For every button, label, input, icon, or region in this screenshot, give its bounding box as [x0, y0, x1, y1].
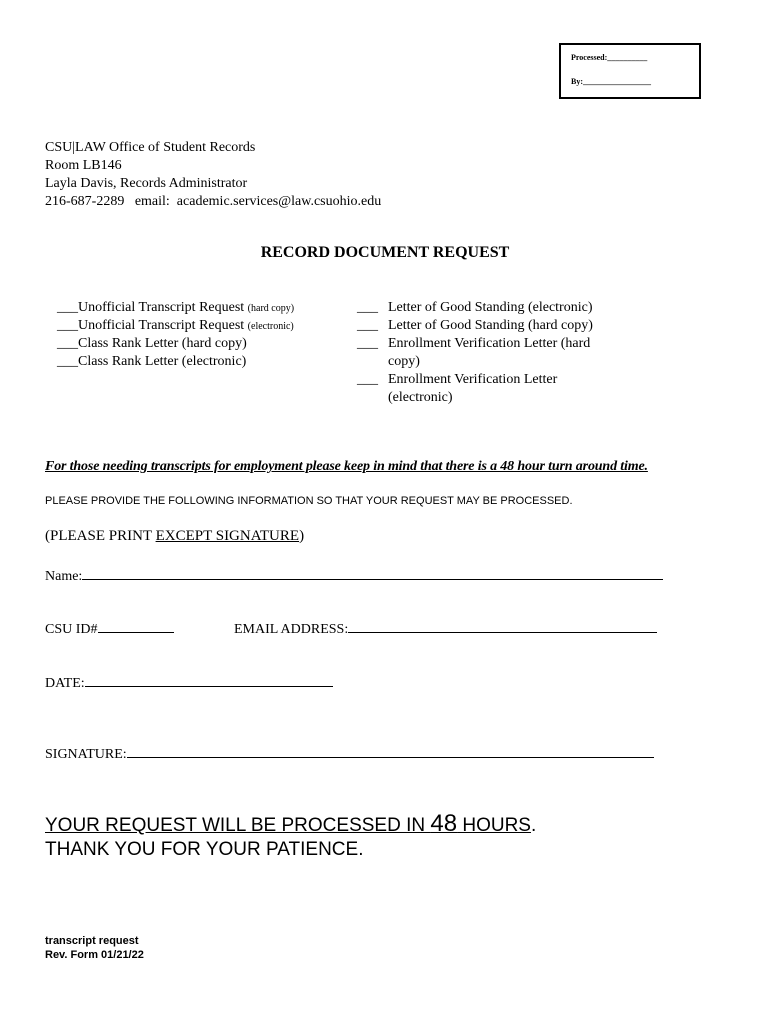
print-prefix: (PLEASE PRINT: [45, 528, 156, 544]
processed-by-label: By:_________________: [571, 77, 651, 86]
provide-info-instruction: PLEASE PROVIDE THE FOLLOWING INFORMATION SO THAT YOUR REQUEST MAY BE PROCESSED.: [45, 495, 573, 507]
option-label: Letter of Good Standing (electronic): [388, 300, 593, 315]
processing-hours: 48: [430, 810, 458, 837]
csu-id-label: CSU ID#: [45, 622, 98, 637]
option-good-standing-hard-copy[interactable]: [357, 317, 617, 335]
option-label: Class Rank Letter (hard copy): [78, 336, 247, 351]
option-label: Class Rank Letter (electronic): [78, 354, 247, 369]
option-transcript-electronic[interactable]: [57, 317, 294, 336]
page-title: RECORD DOCUMENT REQUEST: [260, 244, 510, 261]
signature-field: [45, 743, 654, 763]
option-enrollment-electronic[interactable]: [357, 371, 587, 407]
date-input-line[interactable]: [85, 672, 333, 687]
option-label: Letter of Good Standing (hard copy): [388, 318, 593, 333]
option-good-standing-electronic[interactable]: [357, 299, 617, 317]
option-enrollment-hard-copy[interactable]: [357, 335, 611, 371]
option-blank[interactable]: ___: [357, 300, 378, 315]
option-class-rank-hard-copy[interactable]: [57, 335, 247, 353]
processed-box: [559, 43, 701, 99]
option-label: Unofficial Transcript Request: [78, 318, 245, 333]
office-administrator: Layla Davis, Records Administrator: [45, 176, 248, 191]
print-instruction: [45, 528, 304, 545]
footer-form-name: transcript request: [45, 935, 139, 947]
email-input-line[interactable]: [348, 618, 657, 633]
signature-input-line[interactable]: [127, 743, 654, 758]
date-field: [45, 672, 333, 692]
option-note: (electronic): [247, 321, 294, 332]
name-input-line[interactable]: [82, 565, 663, 580]
thank-you-message: THANK YOU FOR YOUR PATIENCE.: [45, 839, 364, 860]
office-contact: 216-687-2289 email: academic.services@law.csuohio.edu: [45, 194, 382, 209]
csu-id-input-line[interactable]: [98, 618, 174, 633]
processing-part2: HOURS: [457, 815, 531, 836]
date-label: DATE:: [45, 676, 85, 691]
option-blank[interactable]: ___: [57, 336, 78, 351]
option-label: Enrollment Verification Letter (electronic): [388, 372, 558, 405]
option-blank[interactable]: ___: [57, 354, 78, 369]
print-underlined: EXCEPT SIGNATURE: [155, 528, 300, 544]
name-label: Name:: [45, 569, 83, 584]
option-blank[interactable]: ___: [57, 318, 78, 333]
option-note: (hard copy): [247, 303, 295, 314]
processing-part1: YOUR REQUEST WILL BE PROCESSED IN: [45, 815, 431, 836]
email-field: [234, 618, 657, 638]
csu-id-field: [45, 618, 174, 638]
processing-time-text: [45, 810, 531, 837]
office-name: CSU|LAW Office of Student Records: [45, 140, 256, 155]
option-blank[interactable]: ___: [57, 300, 78, 315]
option-blank[interactable]: ___: [357, 336, 378, 351]
processing-period: .: [530, 815, 537, 836]
option-class-rank-electronic[interactable]: [57, 353, 246, 371]
option-label: Unofficial Transcript Request: [78, 300, 245, 315]
option-blank[interactable]: ___: [357, 318, 378, 333]
print-suffix: ): [299, 528, 305, 544]
processing-time-message: [45, 810, 536, 838]
option-blank[interactable]: ___: [357, 372, 378, 387]
processed-label: Processed:__________: [571, 53, 648, 62]
option-label: Enrollment Verification Letter (hard copy): [388, 336, 591, 369]
office-room: Room LB146: [45, 158, 122, 173]
turnaround-notice: For those needing transcripts for employment please keep in mind that there is a 48 hour turn around time.: [45, 459, 648, 474]
signature-label: SIGNATURE:: [45, 747, 127, 762]
option-transcript-hard-copy[interactable]: [57, 299, 294, 318]
email-label: EMAIL ADDRESS:: [234, 622, 349, 637]
footer-revision: Rev. Form 01/21/22: [45, 949, 144, 961]
name-field: [45, 565, 663, 585]
